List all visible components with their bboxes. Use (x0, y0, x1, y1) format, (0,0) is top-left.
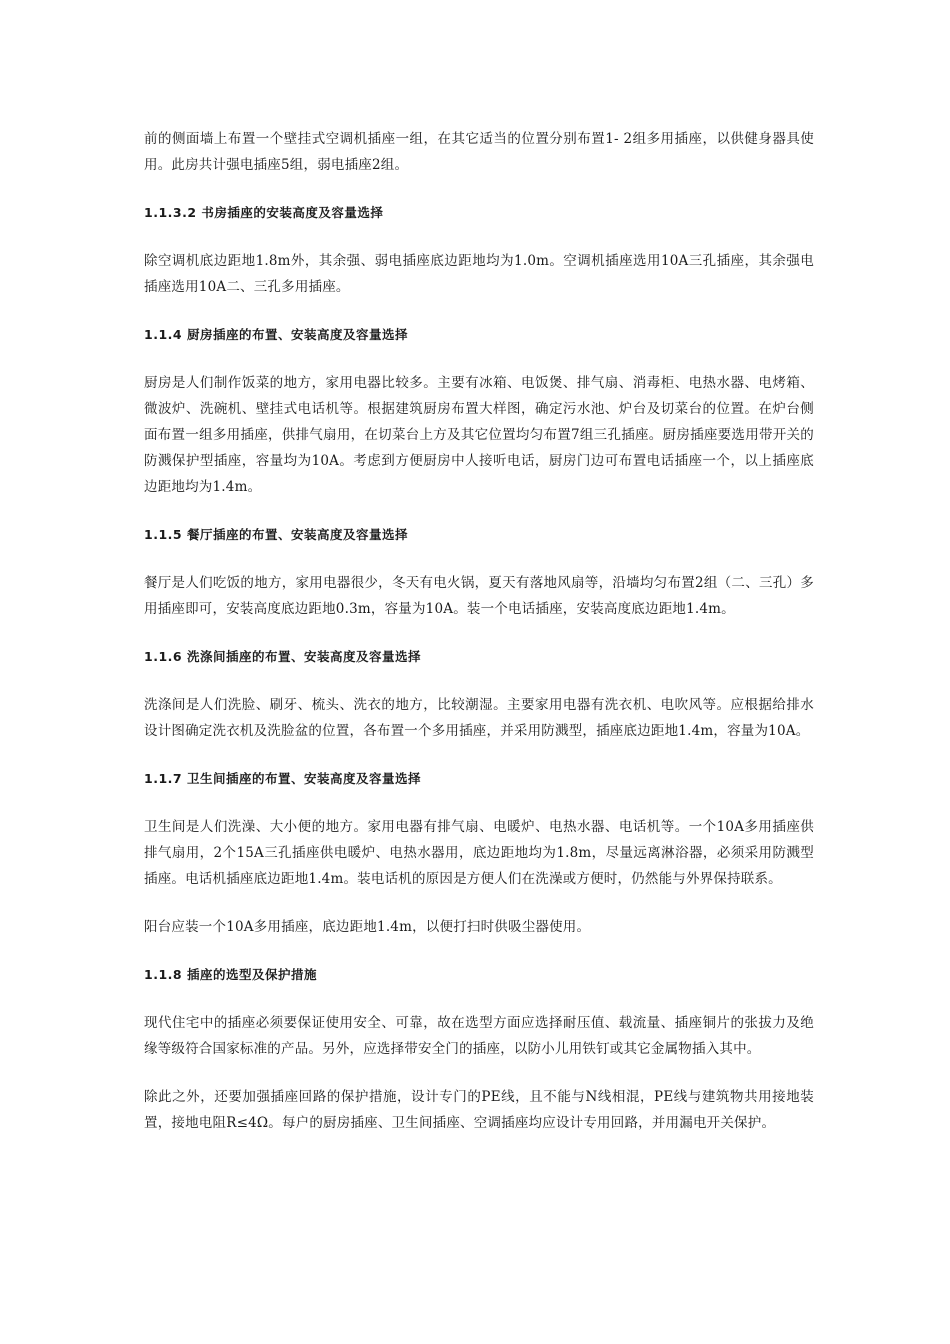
paragraph-socket-safety: 现代住宅中的插座必须要保证使用安全、可靠，故在选型方面应选择耐压值、载流量、插座铜片的张拔力及绝缘等级符合国家标准的产品。另外，应选择带安全门的插座，以防小儿用铁钉或其它金属物插入其中。 (144, 1015, 814, 1057)
paragraph-kitchen-sockets: 厨房是人们制作饭菜的地方，家用电器比较多。主要有冰箱、电饭煲、排气扇、消毒柜、电热水器、电烤箱、微波炉、洗碗机、壁挂式电话机等。根据建筑厨房布置大样图，确定污水池、炉台及切菜台的位置。在炉台侧面布置一组多用插座，供排气扇用，在切菜台上方及其它位置均匀布置7组三孔插座。厨房插座要选用带开关的防溅保护型插座，容量均为10A。考虑到方便厨房中人接听电话，厨房门边可布置电话插座一个，以上插座底边距地均为1.4m。 (144, 375, 814, 495)
heading-dining-sockets: 1.1.5 餐厅插座的布置、安装高度及容量选择 (144, 527, 408, 542)
heading-laundry-sockets: 1.1.6 洗涤间插座的布置、安装高度及容量选择 (144, 649, 421, 664)
heading-study-sockets: 1.1.3.2 书房插座的安装高度及容量选择 (144, 205, 384, 220)
paragraph-bathroom-sockets: 卫生间是人们洗澡、大小便的地方。家用电器有排气扇、电暖炉、电热水器、电话机等。一个10A多用插座供排气扇用，2个15A三孔插座供电暖炉、电热水器用，底边距地均为1.8m，尽量远离淋浴器，必须采用防溅型插座。电话机插座底边距地1.4m。装电话机的原因是方便人们在洗澡或方便时，仍然能与外界保持联系。 (144, 819, 814, 887)
document-page (144, 126, 814, 1158)
paragraph-study-sockets: 除空调机底边距地1.8m外，其余强、弱电插座底边距地均为1.0m。空调机插座选用10A三孔插座，其余强电插座选用10A二、三孔多用插座。 (144, 253, 814, 295)
paragraph-laundry-sockets: 洗涤间是人们洗脸、刷牙、梳头、洗衣的地方，比较潮湿。主要家用电器有洗衣机、电吹风等。应根据给排水设计图确定洗衣机及洗脸盆的位置，各布置一个多用插座，并采用防溅型，插座底边距地1.4m，容量为10A。 (144, 697, 814, 739)
paragraph-dining-sockets: 餐厅是人们吃饭的地方，家用电器很少，冬天有电火锅，夏天有落地风扇等，沿墙均匀布置2组（二、三孔）多用插座即可，安装高度底边距地0.3m，容量为10A。装一个电话插座，安装高度底边距地1.4m。 (144, 575, 814, 617)
paragraph-balcony-sockets: 阳台应装一个10A多用插座，底边距地1.4m，以便打扫时供吸尘器使用。 (144, 919, 591, 935)
heading-kitchen-sockets: 1.1.4 厨房插座的布置、安装高度及容量选择 (144, 327, 408, 342)
heading-bathroom-sockets: 1.1.7 卫生间插座的布置、安装高度及容量选择 (144, 771, 421, 786)
heading-socket-selection: 1.1.8 插座的选型及保护措施 (144, 967, 317, 982)
paragraph-socket-protection: 除此之外，还要加强插座回路的保护措施，设计专门的PE线，且不能与N线相混，PE线与建筑物共用接地装置，接地电阻R≤4Ω。每户的厨房插座、卫生间插座、空调插座均应设计专用回路，并用漏电开关保护。 (144, 1089, 814, 1131)
paragraph-gym-sockets: 前的侧面墙上布置一个壁挂式空调机插座一组，在其它适当的位置分别布置1- 2组多用插座，以供健身器具使用。此房共计强电插座5组，弱电插座2组。 (144, 131, 814, 173)
